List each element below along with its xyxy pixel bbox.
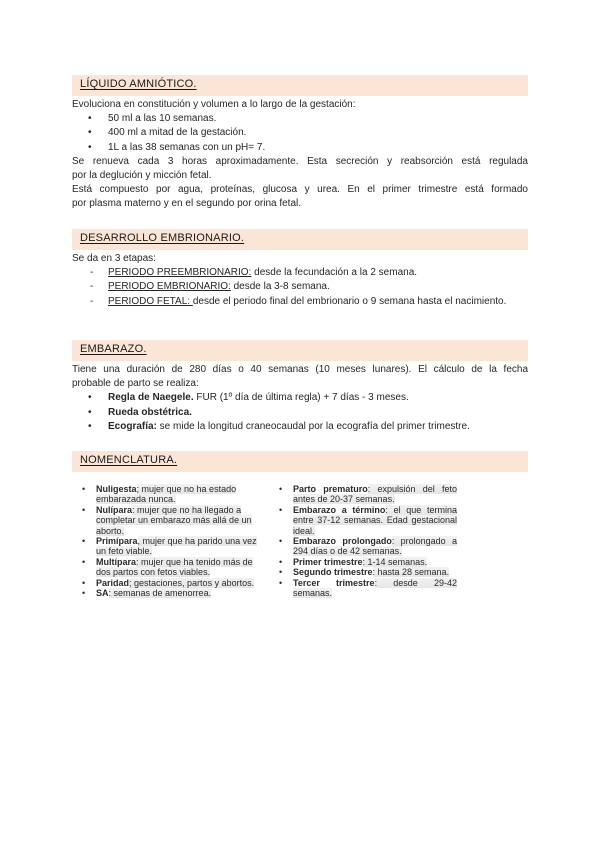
bullet-icon: • [88,420,92,432]
liquido-para1-line1: Se renueva cada 3 horas aproximadamente. Esta secreción y reabsorción está regulada [72,155,528,167]
liquido-intro: Evoluciona en constitución y volumen a lo largo de la gestación: [72,99,356,110]
desarrollo-stage-list [72,266,528,309]
bullet-icon: • [82,484,86,494]
list-item: • Parto prematuro: expulsión del feto antes de 20-37 semanas. [279,484,457,505]
list-item: • Embarazo prolongado: prolongado a 294 días o de 42 semanas. [279,536,457,557]
bullet-icon: • [82,504,86,515]
embarazo-para-line1: Tiene una duración de 280 días o 40 semanas (10 meses lunares). El cálculo de la fecha [72,364,528,375]
nomenclatura-right-column [277,484,457,598]
bullet-icon: • [279,567,283,578]
section-header-nomenclatura: NOMENCLATURA. [72,451,528,472]
embarazo-content [72,363,528,434]
bullet-icon: • [82,588,86,599]
liquido-amniotico-content [72,98,528,212]
list-item: • Regla de Naegele. FUR (1º día de última regla) + 7 días - 3 meses. [72,391,528,405]
list-item: • Segundo trimestre: hasta 28 semana. [279,567,450,578]
liquido-para1-line2: por la deglución y micción fetal. [72,170,212,182]
bullet-icon: • [82,556,86,567]
bullet-icon: • [88,113,92,125]
desarrollo-content [72,252,528,309]
liquido-bullet-list [72,112,528,155]
bullet-icon: • [88,141,92,153]
list-item: • Primípara, mujer que ha parido una vez un feto viable. [82,536,257,557]
bullet-icon: • [279,504,283,515]
bullet-icon: • [82,577,86,588]
list-item: • SA: semanas de amenorrea. [82,588,212,599]
list-item: • Paridad; gestaciones, partos y abortos. [82,577,255,588]
bullet-icon: • [88,392,92,404]
list-item: • Nuligesta; mujer que no ha estado embarazada nunca. [82,484,237,505]
nomenclatura-left-list [80,484,260,598]
bullet-icon: • [279,536,283,547]
embarazo-para-line2: probable de parto se realiza: [72,378,199,390]
list-item: • 50 ml a las 10 semanas. [72,112,528,126]
list-item: • Tercer trimestre: desde 29-42 semanas. [279,577,457,599]
bullet-icon: • [279,484,283,494]
nomenclatura-right-list [277,484,457,598]
dash-icon: - [90,281,94,293]
desarrollo-intro: Se da en 3 etapas: [72,253,156,264]
list-item: - PERIODO PREEMBRIONARIO: desde la fecundación a la 2 semana. [72,266,528,280]
list-item: • Multípara: mujer que ha tenido más de dos partos con fetos viables. [82,556,253,578]
dash-icon: - [90,267,94,279]
list-item: • 1L a las 38 semanas con un pH= 7. [72,141,528,155]
list-item: - PERIODO FETAL: desde el periodo final del embrionario o 9 semana hasta el nacimiento. [72,295,528,309]
liquido-para2-line2: por plasma materno y en el segundo por orina fetal. [72,198,302,210]
list-item: • Primer trimestre: 1-14 semanas. [279,556,428,567]
section-header-desarrollo-embrionario: DESARROLLO EMBRIONARIO. [72,229,528,250]
list-item: - PERIODO EMBRIONARIO: desde la 3-8 semana. [72,280,528,294]
bullet-icon: • [279,556,283,567]
list-item: • Rueda obstétrica. [72,406,528,420]
section-header-liquido-amniotico: LÍQUIDO AMNIÓTICO. [72,75,528,96]
list-item: • Embarazo a término: el que termina entre 37-12 semanas. Edad gestacional ideal. [279,504,457,536]
embarazo-bullet-list [72,391,528,434]
list-item: • Nulípara: mujer que no ha llegado a completar un embarazo más allá de un aborto. [82,504,252,536]
list-item: • 400 ml a mitad de la gestación. [72,126,528,140]
bullet-icon: • [88,406,92,418]
dash-icon: - [90,295,94,307]
bullet-icon: • [82,536,86,547]
liquido-para2-line1: Está compuesto por agua, proteínas, glucosa y urea. En el primer trimestre está formado [72,184,528,196]
bullet-icon: • [88,127,92,139]
section-header-embarazo: EMBARAZO. [72,340,528,361]
bullet-icon: • [279,577,283,588]
nomenclatura-left-column [80,484,260,598]
list-item: • Ecografía: se mide la longitud craneocaudal por la ecografía del primer trimestre. [72,420,528,434]
